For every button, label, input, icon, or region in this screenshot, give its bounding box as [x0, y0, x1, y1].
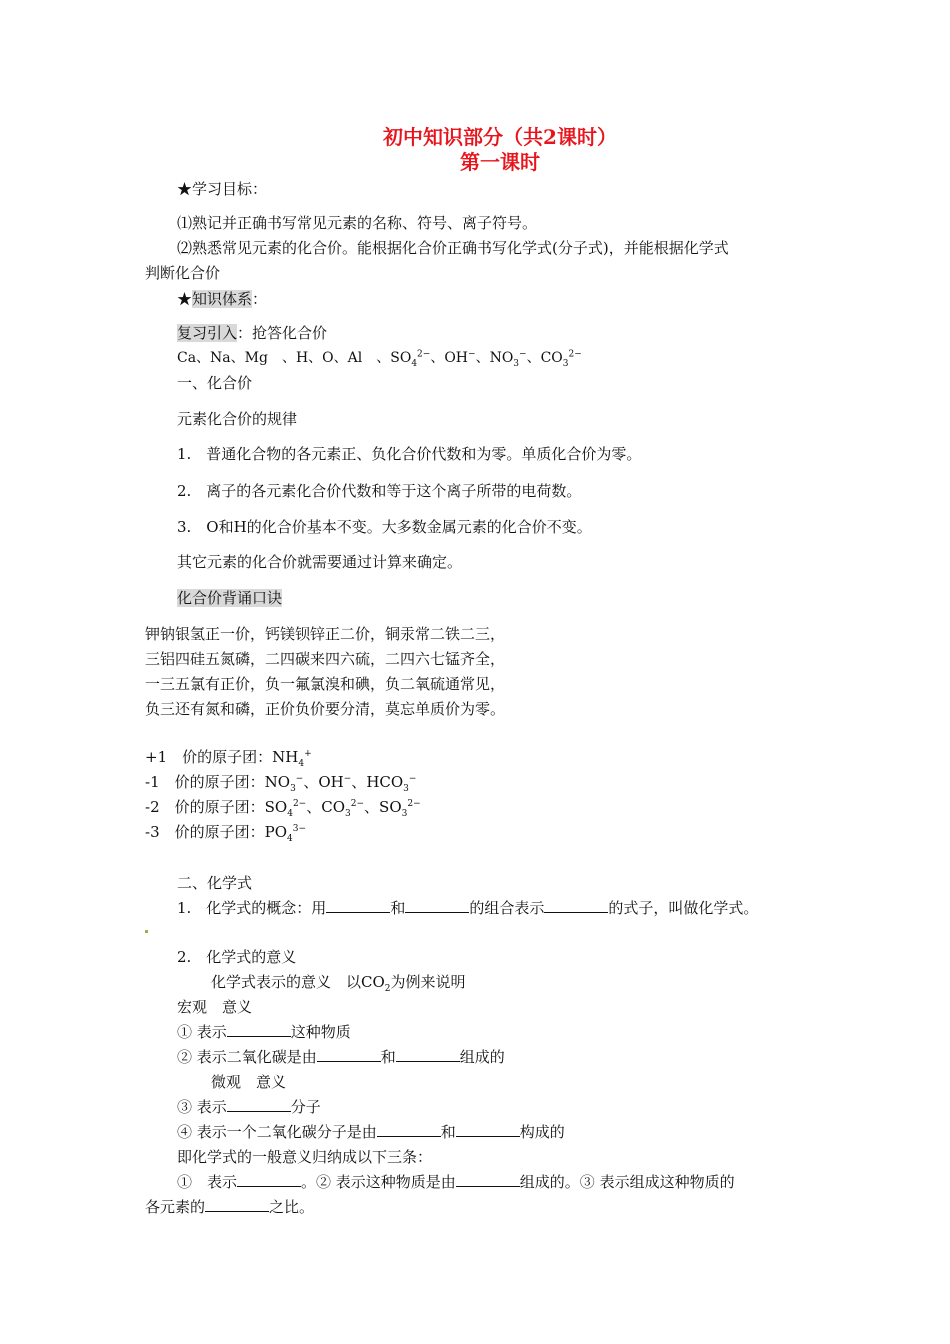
meaning-subtitle: 化学式表示的意义 以$CO_2$为例来说明 [211, 973, 466, 994]
group-minus-2: -2 价的原子团：$SO_4^{2-}$、$CO_3^{2-}$、$SO_3^{2-}$ [145, 798, 421, 819]
mnemonic-line: 钾钠银氢正一价，钙镁钡锌正二价，铜汞常二铁二三， [145, 625, 506, 643]
page-title: 初中知识部分（共2课时） [383, 125, 617, 149]
rules-title: 元素化合价的规律 [177, 410, 298, 428]
goals-heading: ★学习目标： [177, 180, 268, 198]
review-valence-list [177, 348, 582, 368]
goal-item-2: ⑵熟悉常见元素的化合价。能根据化合价正确书写化学式(分子式)，并能根据化学式 [177, 239, 729, 257]
macro-item-1: ① 表示 这种物质 [177, 1023, 351, 1041]
mnemonic-line: 负三还有氮和磷，正价负价要分清，莫忘单质价为零。 [145, 700, 506, 718]
group-plus-1: +1 价的原子团：$NH_4^+$ [145, 748, 312, 769]
mnemonic-title: 化合价背诵口诀 [177, 589, 283, 607]
mnemonic-line: 一三五氯有正价，负一氟氯溴和碘，负二氧硫通常见， [145, 675, 506, 693]
stray-dot [145, 930, 148, 933]
meaning-title: 2. 化学式的意义 [177, 948, 297, 966]
fill-blank[interactable] [544, 898, 608, 913]
fill-blank[interactable] [405, 898, 469, 913]
fill-blank[interactable] [205, 1197, 269, 1212]
element-list: Ca、Na、Mg 、H、O、Al 、 [177, 350, 391, 366]
concept-line: 1. 化学式的概念：用 和 的组合表示 的式子，叫做化学式。 [177, 899, 759, 917]
macro-item-2: ② 表示二氧化碳是由 和 组成的 [177, 1048, 505, 1066]
ion-formula: $SO_3^{2-}$ [379, 798, 421, 819]
ion-formula: $SO_4^{2-}$ [264, 798, 307, 819]
ion-formula: $NO_3^-$ [489, 349, 527, 369]
ion-formula: OH− [318, 773, 352, 791]
ion-list: $SO_4^{2-}$、OH−、$NO_3^-$、$CO_3^{2-}$ [390, 349, 582, 369]
fill-blank[interactable] [377, 1122, 441, 1137]
review-text: ：抢答化合价 [237, 324, 328, 342]
fill-blank[interactable] [317, 1047, 381, 1062]
ion-formula: $NH_4^+$ [272, 748, 312, 769]
fill-blank[interactable] [456, 1122, 520, 1137]
page-subtitle: 第一课时 [460, 150, 540, 174]
ion-formula: $CO_3^{2-}$ [321, 798, 365, 819]
mnemonic-line: 三铝四硅五氮磷，二四碳来四六硫，二四六七锰齐全， [145, 650, 506, 668]
micro-item-3: ③ 表示 分子 [177, 1098, 321, 1116]
ion-formula: $SO_4^{2-}$ [390, 349, 431, 369]
micro-item-4: ④ 表示一个二氧化碳分子是由 和 构成的 [177, 1123, 565, 1141]
ion-formula: $CO_3^{2-}$ [540, 349, 582, 369]
section-2-heading: 二、化学式 [177, 874, 253, 892]
review-label: 复习引入 [177, 324, 238, 342]
rule-2: 2. 离子的各元素化合价代数和等于这个离子所带的电荷数。 [177, 482, 582, 500]
fill-blank[interactable] [396, 1047, 460, 1062]
fill-blank[interactable] [237, 1172, 301, 1187]
summary-line: 即化学式的一般意义归纳成以下三条： [177, 1148, 433, 1166]
group-minus-1: -1 价的原子团：$NO_3^-$、OH−、$HCO_3^-$ [145, 773, 417, 794]
ion-formula: $HCO_3^-$ [366, 773, 417, 794]
fill-blank[interactable] [326, 898, 390, 913]
ion-formula: OH− [444, 349, 476, 366]
rule-1: 1. 普通化合物的各元素正、负化合价代数和为零。单质化合价为零。 [177, 445, 642, 463]
ion-formula: $PO_4^{3-}$ [264, 823, 307, 844]
fill-blank[interactable] [456, 1172, 520, 1187]
section-1-heading: 一、化合价 [177, 374, 253, 392]
summary-items-cont: 各元素的 之比。 [145, 1198, 315, 1216]
system-label: 知识体系 [192, 290, 253, 308]
micro-heading: 微观 意义 [211, 1073, 287, 1091]
goal-item-2-cont: 判断化合价 [145, 264, 221, 282]
group-minus-3: -3 价的原子团：$PO_4^{3-}$ [145, 823, 307, 844]
goal-item-1: ⑴熟记并正确书写常见元素的名称、符号、离子符号。 [177, 214, 538, 232]
system-heading: ★知识体系： [177, 290, 268, 308]
star-icon: ★ [177, 290, 193, 308]
rule-3: 3. O和H的化合价基本不变。大多数金属元素的化合价不变。 [177, 518, 592, 536]
macro-heading: 宏观 意义 [177, 998, 253, 1016]
review-line [177, 323, 327, 343]
rule-4: 其它元素的化合价就需要通过计算来确定。 [177, 553, 463, 571]
fill-blank[interactable] [227, 1097, 291, 1112]
fill-blank[interactable] [227, 1022, 291, 1037]
summary-items: ① 表示 。② 表示这种物质是由 组成的。③ 表示组成这种物质的 [177, 1173, 735, 1191]
ion-formula: $NO_3^-$ [264, 773, 304, 794]
